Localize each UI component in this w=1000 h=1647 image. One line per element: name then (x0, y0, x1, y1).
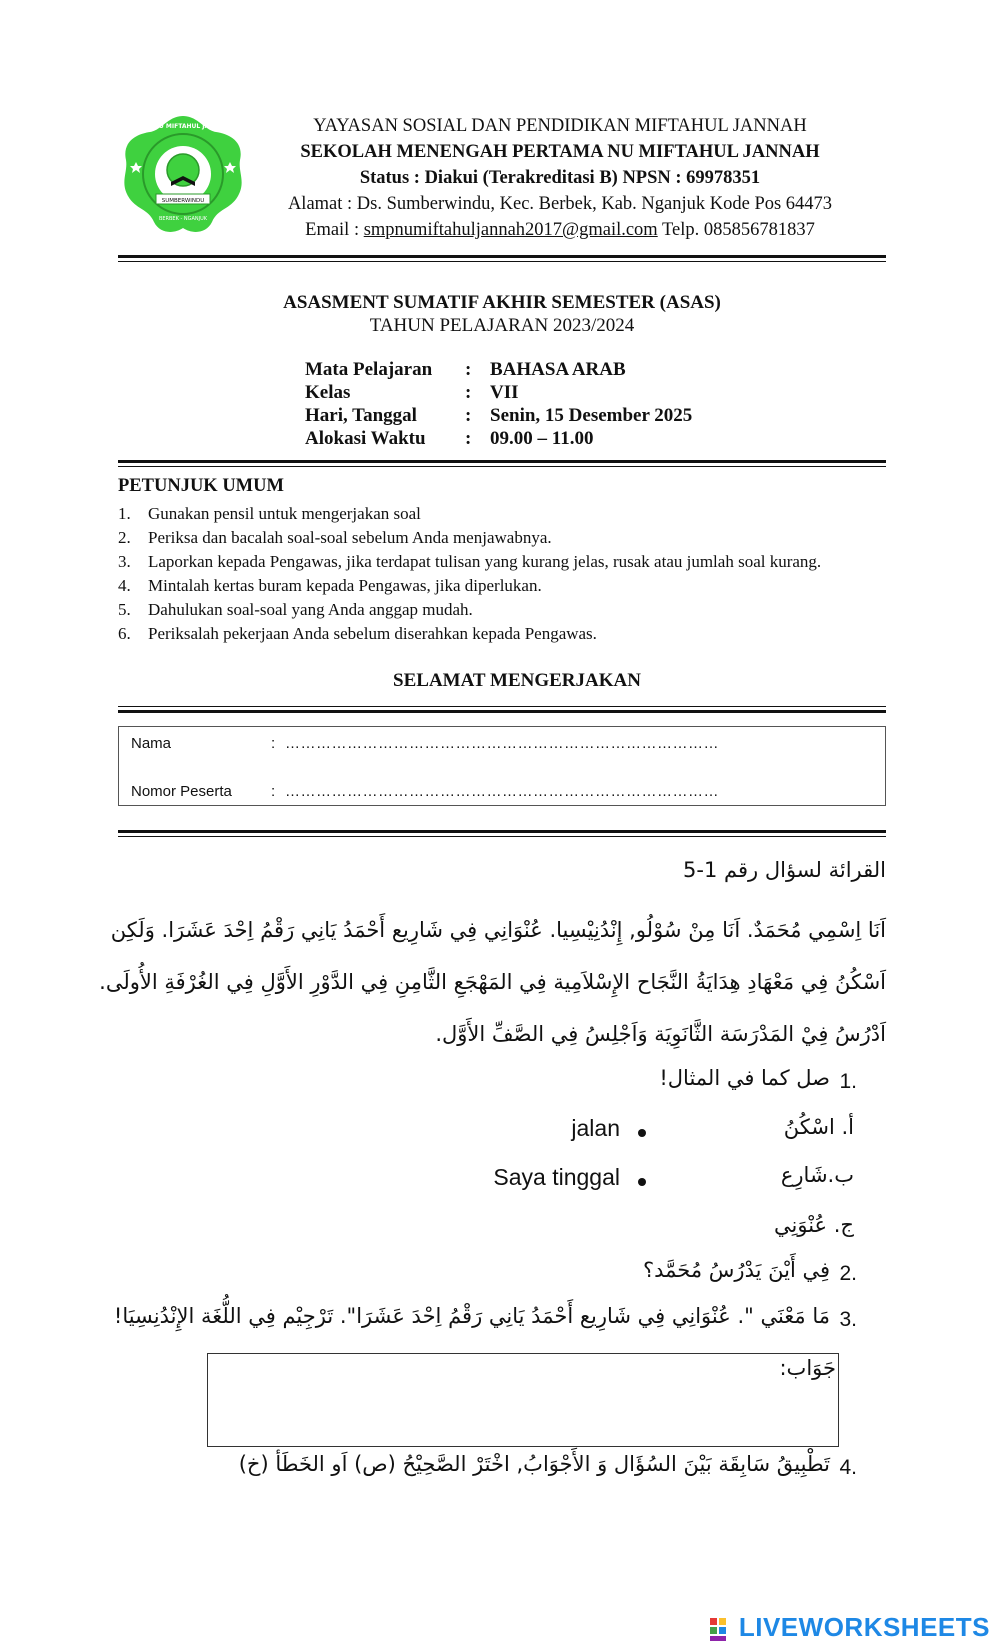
item-number: 4. (118, 576, 131, 595)
info-value: VII (490, 381, 519, 403)
list-item (118, 622, 821, 646)
match-left-1[interactable]: jalan (571, 1115, 620, 1141)
info-colon: : (465, 381, 472, 403)
form-divider (118, 830, 886, 833)
header-status: Status : Diakui (Terakreditasi B) NPSN : 69978351 (359, 168, 761, 188)
header-school-name: SEKOLAH MENENGAH PERTAMA NU MIFTAHUL JANNAH (300, 142, 820, 162)
name-colon: : (271, 735, 276, 752)
info-label: Mata Pelajaran (305, 358, 433, 380)
header-foundation: YAYASAN SOSIAL DAN PENDIDIKAN MIFTAHUL JANNAH (313, 116, 807, 136)
school-logo (118, 112, 248, 238)
student-info-box (118, 726, 886, 806)
q1-number: 1. (839, 1070, 857, 1093)
info-label: Hari, Tanggal (305, 404, 417, 426)
item-number: 2. (118, 528, 131, 547)
item-text: Dahulukan soal-soal yang Anda anggap mudah. (148, 600, 473, 619)
item-number: 6. (118, 624, 131, 643)
name-field[interactable]: ………………………………………………………………………… (285, 735, 719, 752)
header-divider (118, 255, 886, 258)
info-value: 09.00 – 11.00 (490, 427, 594, 449)
match-right-c[interactable]: ج. عُنْوَنِي (774, 1213, 854, 1237)
header-divider-thin (118, 261, 886, 262)
match-dot[interactable] (638, 1129, 646, 1137)
match-dot[interactable] (638, 1178, 646, 1186)
exam-info-table (305, 358, 692, 450)
list-item (118, 526, 821, 550)
info-row (305, 427, 692, 450)
info-value: Senin, 15 Desember 2025 (490, 404, 693, 426)
info-colon: : (465, 358, 472, 380)
reading-line: اَسْكُنُ فِي مَعْهَادِ هِدَايَةُ النَّجَاح الإِسْلاَمِية فِي المَهْجَعِ الثَّامِنِ فِي الدَّوْرِ الأَوَّلِ فِي الغُرْفَةِ الأُولَى. (99, 970, 886, 994)
id-row (131, 783, 719, 800)
id-colon: : (271, 783, 276, 800)
item-text: Gunakan pensil untuk mengerjakan soal (148, 504, 421, 523)
logo-bottom-text: BERBEK - NGANJUK (158, 216, 208, 222)
instructions-list (118, 502, 821, 646)
closing-divider (118, 710, 886, 713)
brand-text: LIVEWORKSHEETS (738, 1612, 990, 1642)
q2-text: فِي أَيْنَ يَدْرُسُ مُحَمَّد؟ (643, 1258, 830, 1282)
name-label: Nama (131, 735, 172, 752)
info-row (305, 358, 692, 381)
list-item (118, 598, 821, 622)
id-field[interactable]: ………………………………………………………………………… (285, 783, 719, 800)
list-item (118, 502, 821, 526)
list-item (118, 574, 821, 598)
id-label: Nomor Peserta (131, 783, 232, 800)
reading-line: اَدْرُسُ فِيْ المَدْرَسَة الثَّانَوِيَة وَاَجْلِسُ فِي الصَّفِّ الأَوَّل. (435, 1022, 886, 1046)
match-right-b[interactable]: ب.شَارِع (780, 1163, 854, 1187)
header-address: Alamat : Ds. Sumberwindu, Kec. Berbek, Kab. Nganjuk Kode Pos 64473 (287, 194, 833, 214)
logo-ring-text: SMP NU MIFTAHUL JANNAH (137, 123, 229, 130)
q1-text: صل كما في المثال! (659, 1066, 830, 1090)
info-label: Kelas (305, 381, 351, 403)
info-colon: : (465, 404, 472, 426)
reading-heading: القرائة لسؤال رقم 1-5 (683, 858, 886, 882)
q4-number: 4. (839, 1456, 857, 1479)
logo-banner-text: SUMBERWINDU (161, 198, 205, 204)
info-row (305, 404, 692, 427)
item-text: Laporkan kepada Pengawas, jika terdapat tulisan yang kurang jelas, rusak atau jumlah soal kurang. (148, 552, 822, 571)
list-item (118, 550, 821, 574)
liveworksheets-brand (709, 1612, 990, 1643)
item-number: 1. (118, 504, 131, 523)
info-row (305, 381, 692, 404)
instructions-title: PETUNJUK UMUM (118, 476, 284, 496)
header-contact (240, 220, 880, 241)
reading-line: اَنَا اِسْمِي مُحَمَدٌ. اَنَا مِنْ سُوْلُو, إِنْدُنِيْسِيا. عُنْوَانِي فِي شَارِيع أَحْمَدُ يَانِي رَقْمُ اِحْدَ عَشَرَا. وَلَكِن (110, 918, 886, 942)
exam-title: ASASMENT SUMATIF AKHIR SEMESTER (ASAS) (283, 292, 721, 313)
item-number: 3. (118, 552, 131, 571)
answer-label: جَوَاب: (779, 1356, 836, 1380)
email-label: Email : (305, 220, 364, 240)
q2-number: 2. (839, 1262, 857, 1285)
q3-number: 3. (839, 1308, 857, 1331)
info-divider (118, 460, 886, 463)
exam-year: TAHUN PELAJARAN 2023/2024 (369, 315, 635, 336)
brand-logo-icon (709, 1616, 735, 1642)
form-divider-thin (118, 836, 886, 837)
closing-divider-thin (118, 706, 886, 707)
info-colon: : (465, 427, 472, 449)
name-row (131, 735, 719, 752)
closing-text: SELAMAT MENGERJAKAN (393, 670, 641, 691)
answer-box[interactable] (207, 1353, 839, 1447)
item-number: 5. (118, 600, 131, 619)
match-left-2[interactable]: Saya tinggal (493, 1164, 620, 1190)
info-label: Alokasi Waktu (305, 427, 426, 449)
info-value: BAHASA ARAB (490, 358, 626, 380)
q3-text: مَا مَعْنَي ". عُنْوَانِي فِي شَارِيع أَحْمَدُ يَانِي رَقْمُ اِحْدَ عَشَرَا". تَرْجِيْم فِي اللُّغَة الإِنْدُنِسِيَا! (113, 1304, 830, 1328)
q4-text: تَطْبِيقُ سَابِقَة بَيْنَ السُؤَال وَ الأَجْوَابُ, اخْتَرْ الصَّحِيْحُ (ص) اَو الخَطَأ (خ) (238, 1452, 830, 1476)
match-right-a[interactable]: أ. اسْكُنُ (783, 1115, 854, 1139)
item-text: Mintalah kertas buram kepada Pengawas, jika diperlukan. (148, 576, 542, 595)
item-text: Periksalah pekerjaan Anda sebelum diserahkan kepada Pengawas. (148, 624, 597, 643)
email-link[interactable]: smpnumiftahuljannah2017@gmail.com (363, 220, 658, 240)
info-divider-thin (118, 466, 886, 467)
phone-text: Telp. 085856781837 (657, 220, 815, 240)
item-text: Periksa dan bacalah soal-soal sebelum Anda menjawabnya. (148, 528, 552, 547)
